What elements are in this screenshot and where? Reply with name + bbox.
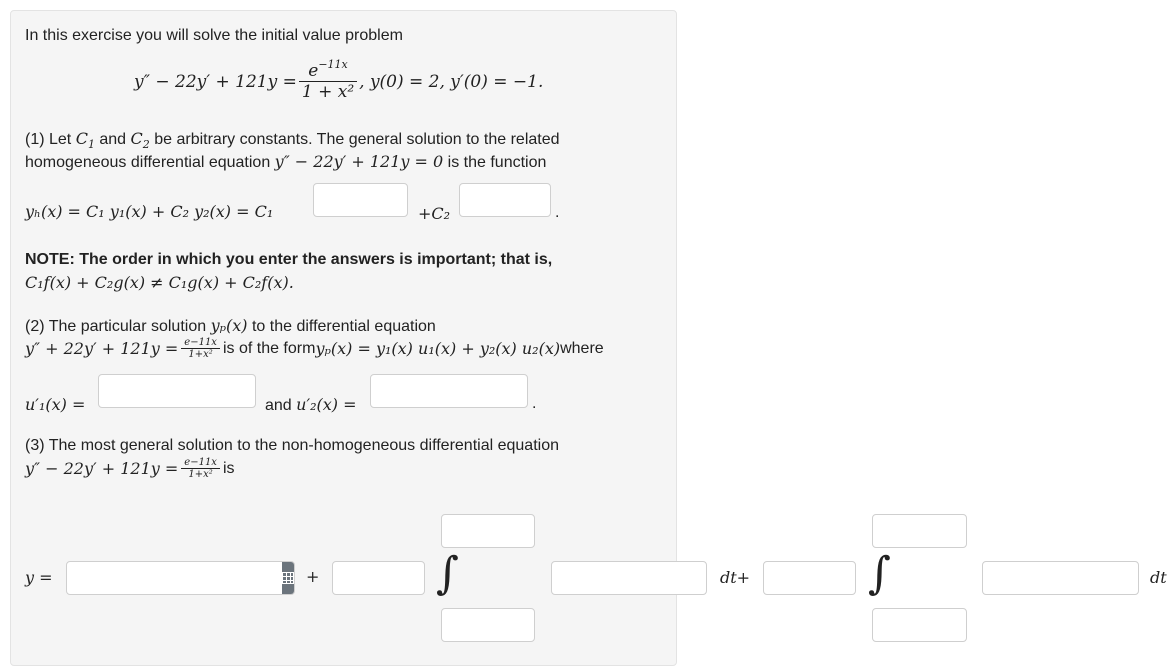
part1-line1 — [25, 129, 560, 149]
part2-line1 — [25, 316, 436, 336]
integrand1-field[interactable] — [552, 562, 707, 594]
part1-text: be arbitrary constants. The general solution to the related — [149, 131, 560, 148]
integrand2-field[interactable] — [983, 562, 1139, 594]
y2-answer-input[interactable] — [459, 183, 551, 217]
part3-fraction — [181, 457, 220, 480]
note-text: NOTE: The order in which you enter the answers is important; that is, — [25, 251, 553, 268]
y1-coefficient-field[interactable] — [333, 562, 425, 594]
main-eq-den: 1 + x² — [299, 81, 357, 102]
part1-text: (1) Let — [25, 131, 76, 148]
part2-text: to the differential equation — [247, 318, 436, 335]
y1-answer-field[interactable] — [314, 184, 408, 216]
part1-line2 — [25, 152, 546, 172]
part2-text: is of the form — [222, 339, 316, 357]
u2-answer-field[interactable] — [371, 375, 528, 407]
y-label: y = — [25, 568, 53, 587]
u2-answer-input[interactable] — [370, 374, 528, 408]
main-eq-fraction — [299, 58, 357, 102]
yp-form: yₚ(x) = y₁(x) u₁(x) + y₂(x) u₂(x) — [315, 339, 561, 358]
plus-sign: + — [306, 567, 320, 586]
integral-sign: ∫ — [436, 548, 459, 599]
y1-answer-input[interactable] — [313, 183, 408, 217]
intro-text: In this exercise you will solve the initial value problem — [25, 27, 403, 44]
part1-text: homogeneous differential equation — [25, 154, 275, 171]
c1-symbol: $C_1$ — [75, 129, 95, 151]
part2-fraction — [181, 337, 220, 360]
integral1-upper-field[interactable] — [442, 515, 535, 547]
main-eq-lhs: y″ − 22y′ + 121y = — [134, 71, 297, 92]
integral2-upper-input[interactable] — [872, 514, 967, 548]
dt-plus-label: dt+ — [720, 568, 751, 587]
integrand1-input[interactable] — [551, 561, 707, 595]
u1-answer-input[interactable] — [98, 374, 256, 408]
integrand2-input[interactable] — [982, 561, 1139, 595]
yh-general-answer-input[interactable] — [66, 561, 295, 595]
part1-text: and — [94, 131, 131, 148]
nonhomogeneous-equation: y″ − 22y′ + 121y = — [25, 459, 179, 478]
y2-coefficient-field[interactable] — [764, 562, 856, 594]
main-eq-conditions: , y(0) = 2, y′(0) = −1. — [359, 71, 544, 92]
part2-frac-den: 1+x² — [181, 348, 220, 360]
part3-frac-den: 1+x² — [181, 468, 220, 480]
part1-text: is the function — [443, 154, 547, 171]
integral1-upper-input[interactable] — [441, 514, 535, 548]
yh-equation: yₕ(x) = C₁ y₁(x) + C₂ y₂(x) = C₁ — [25, 202, 274, 221]
y2-answer-field[interactable] — [460, 184, 551, 216]
part3-line1: (3) The most general solution to the non-homogeneous differential equation — [25, 437, 559, 454]
part2-frac-num: e−11x — [184, 337, 217, 348]
note-equation: C₁f(x) + C₂g(x) ≠ C₁g(x) + C₂f(x). — [25, 273, 294, 292]
homogeneous-equation: y″ − 22y′ + 121y = 0 — [274, 152, 444, 171]
yp-symbol: yₚ(x) — [210, 316, 248, 335]
integral2-lower-input[interactable] — [872, 608, 967, 642]
dt-label: dt — [1150, 568, 1167, 587]
y1-coefficient-input[interactable] — [332, 561, 425, 595]
keyboard-icon[interactable] — [282, 562, 294, 594]
integral1-lower-field[interactable] — [442, 609, 535, 641]
part3-frac-num: e−11x — [184, 457, 217, 468]
period: . — [532, 395, 537, 412]
integral-sign: ∫ — [868, 548, 891, 599]
part3-text: is — [222, 459, 235, 477]
plus-c2-label: +C₂ — [418, 204, 451, 223]
integral2-lower-field[interactable] — [873, 609, 967, 641]
u1-answer-field[interactable] — [99, 375, 256, 407]
main-equation — [134, 58, 544, 102]
u2-label: and u′₂(x) = — [265, 395, 357, 414]
period: . — [555, 204, 560, 221]
y2-coefficient-input[interactable] — [763, 561, 856, 595]
integral1-lower-input[interactable] — [441, 608, 535, 642]
main-eq-num: e — [308, 61, 319, 81]
integral2-upper-field[interactable] — [873, 515, 967, 547]
particular-equation: y″ + 22y′ + 121y = — [25, 339, 179, 358]
part2-text: (2) The particular solution — [25, 318, 211, 335]
c2-symbol: $C_2$ — [130, 129, 150, 151]
u1-label: u′₁(x) = — [25, 395, 86, 414]
main-eq-num-exp: −11x — [318, 58, 348, 71]
yh-general-answer-field[interactable] — [67, 562, 282, 594]
part3-line2 — [25, 457, 235, 480]
part2-text: where — [560, 339, 604, 357]
part2-line2 — [25, 337, 604, 360]
